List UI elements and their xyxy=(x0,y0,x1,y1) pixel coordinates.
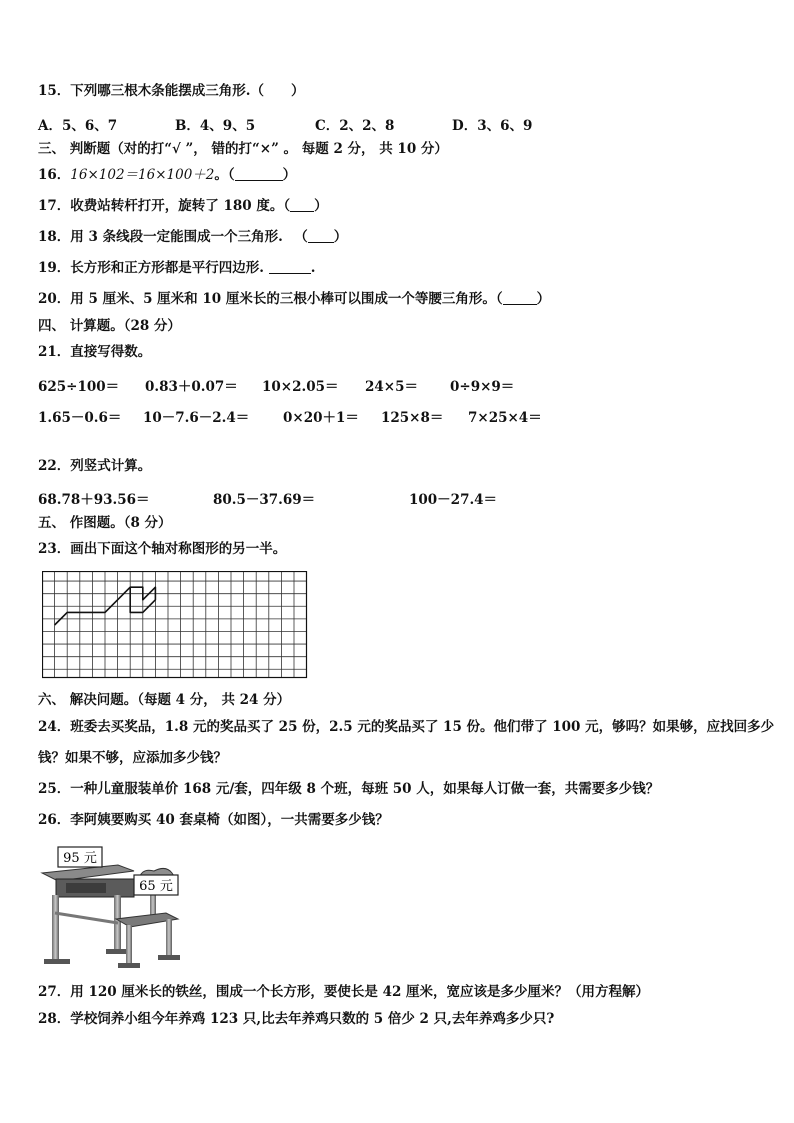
q16 xyxy=(38,166,296,184)
chair-price-tag: 65 元 xyxy=(139,879,173,894)
q21-calc-10: 7×25×4＝ xyxy=(468,410,542,426)
q27: 27．用 120 厘米长的铁丝，围成一个长方形，要使长是 42 厘米，宽应该是多少厘米？（用方程解） xyxy=(38,984,650,1000)
q20 xyxy=(38,290,550,308)
q25: 25．一种儿童服装单价 168 元/套，四年级 8 个班，每班 50 人，如果每人订做一套，共需要多少钱？ xyxy=(38,781,660,797)
q15-option-b: B．4、9、5 xyxy=(175,118,256,134)
q16-paren-open: 。（ xyxy=(214,167,235,183)
q19-text: 19．长方形和正方形都是平行四边形. xyxy=(38,260,264,276)
section-6-heading: 六、 解决问题。（每题 4 分， 共 24 分） xyxy=(38,692,291,708)
q26-stem: 26．李阿姨要购买 40 套桌椅（如图），一共需要多少钱？ xyxy=(38,812,389,828)
q17 xyxy=(38,197,328,215)
section-4-heading: 四、 计算题。（28 分） xyxy=(38,318,181,334)
q22-calc-1: 68.78＋93.56＝ xyxy=(38,492,150,508)
symmetry-grid[interactable] xyxy=(42,571,308,679)
q15-stem: 15．下列哪三根木条能摆成三角形.（ ） xyxy=(38,83,305,99)
q21-calc-5: 0÷9×9＝ xyxy=(450,379,515,395)
q21-calc-7: 10－7.6－2.4＝ xyxy=(143,410,250,426)
q24-line-2: 钱？如果不够，应添加多少钱？ xyxy=(38,750,227,766)
q21-calc-3: 10×2.05＝ xyxy=(262,379,339,395)
q21-stem: 21．直接写得数。 xyxy=(38,344,152,360)
section-5-heading: 五、 作图题。（8 分） xyxy=(38,515,172,531)
q16-paren-close: ） xyxy=(282,167,297,183)
q23-stem: 23．画出下面这个轴对称图形的另一半。 xyxy=(38,541,287,557)
q16-answer-blank[interactable] xyxy=(235,167,283,181)
q21-calc-2: 0.83＋0.07＝ xyxy=(145,379,238,395)
q22-calc-3: 100－27.4＝ xyxy=(409,492,498,508)
q20-text: 20．用 5 厘米、5 厘米和 10 厘米长的三根小棒可以围成一个等腰三角形。（ xyxy=(38,291,503,307)
q19-period: . xyxy=(310,260,316,276)
q15-option-a: A．5、6、7 xyxy=(38,118,118,134)
q17-answer-blank[interactable] xyxy=(290,198,314,212)
q19 xyxy=(38,259,315,277)
q22-calc-2: 80.5－37.69＝ xyxy=(213,492,316,508)
q20-answer-blank[interactable] xyxy=(503,291,537,305)
desk-chair-illustration xyxy=(38,843,198,975)
q21-calc-6: 1.65－0.6＝ xyxy=(38,410,122,426)
q18 xyxy=(38,228,347,246)
q18-answer-blank[interactable] xyxy=(308,229,334,243)
q28: 28．学校饲养小组今年养鸡 123 只,比去年养鸡只数的 5 倍少 2 只,去年养鸡多少只? xyxy=(38,1011,555,1027)
q15-option-c: C．2、2、8 xyxy=(315,118,395,134)
q18-text: 18．用 3 条线段一定能围成一个三角形. （ xyxy=(38,229,308,245)
q21-calc-9: 125×8＝ xyxy=(381,410,444,426)
q16-expression: 16×102＝16×100＋2 xyxy=(70,167,215,183)
q17-paren-close: ） xyxy=(314,198,328,214)
desk-price-tag: 95 元 xyxy=(63,851,97,866)
q19-answer-blank[interactable] xyxy=(269,260,311,274)
q21-calc-4: 24×5＝ xyxy=(365,379,418,395)
desk-icon xyxy=(42,865,134,964)
q21-calc-8: 0×20＋1＝ xyxy=(283,410,359,426)
q22-stem: 22．列竖式计算。 xyxy=(38,458,152,474)
q18-paren-close: ） xyxy=(333,229,348,245)
q24-line-1: 24．班委去买奖品，1.8 元的奖品买了 25 份，2.5 元的奖品买了 15 份。他们带了 100 元，够吗？如果够，应找回多少 xyxy=(38,719,775,735)
q17-text: 17．收费站转杆打开，旋转了 180 度。（ xyxy=(38,198,291,214)
q16-number: 16． xyxy=(38,167,71,183)
q21-calc-1: 625÷100＝ xyxy=(38,379,120,395)
q15-option-d: D．3、6、9 xyxy=(452,118,533,134)
q20-paren-close: ） xyxy=(536,291,551,307)
section-3-heading: 三、 判断题（对的打“√ ”， 错的打“×” 。 每题 2 分， 共 10 分） xyxy=(38,141,448,157)
